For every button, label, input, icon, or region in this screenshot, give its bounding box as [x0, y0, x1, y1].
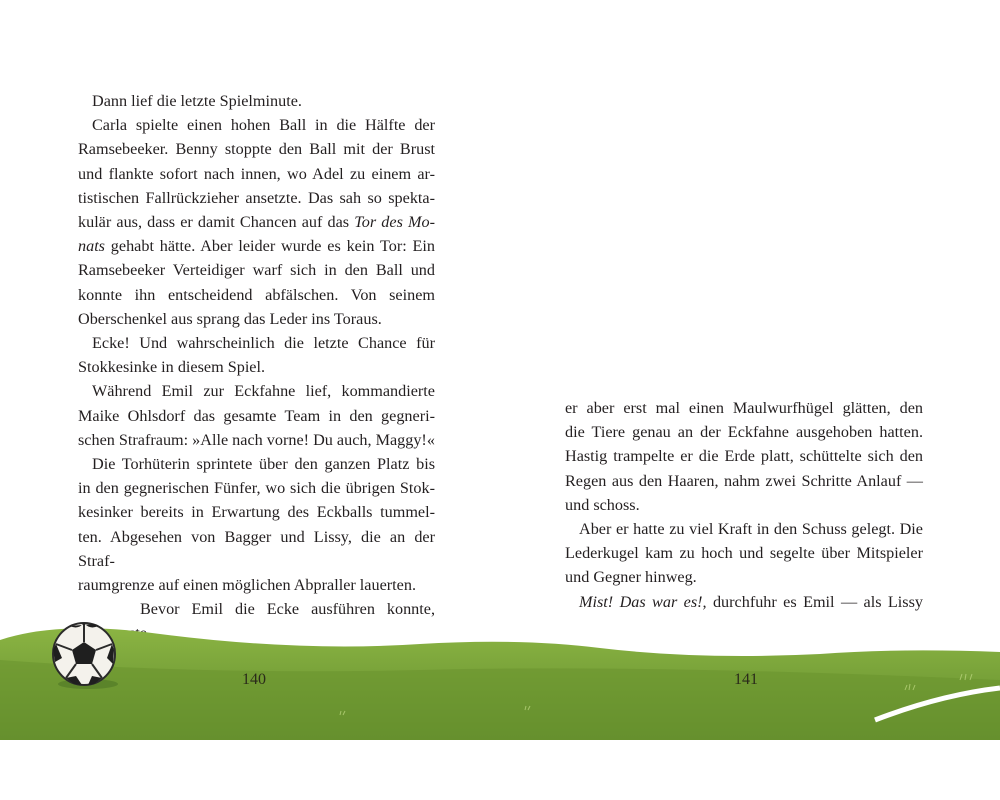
paragraph: [565, 396, 923, 517]
paragraph: [78, 331, 435, 379]
text-line: Ramsebeeker. Benny stoppte den Ball mit der Brust: [78, 140, 435, 159]
text-line: raumgrenze auf einen möglichen Abpraller lauerten.: [78, 576, 416, 595]
right-page-text: [565, 396, 923, 614]
text-line: Hastig trampelte er die Erde platt, schüttelte sich den: [565, 447, 923, 466]
text-line: und flankte sofort nach innen, wo Adel zu einem ar-: [78, 164, 435, 183]
paragraph: [78, 379, 435, 452]
paragraph: [78, 89, 435, 113]
text-line: in den gegnerischen Fünfer, wo sich die übrigen Stok-: [78, 479, 435, 498]
text-line: Aber er hatte zu viel Kraft in den Schuss gelegt. Die: [579, 520, 923, 539]
page-number-right: 141: [734, 671, 758, 688]
text-line: Dann lief die letzte Spielminute.: [92, 92, 302, 110]
text-line: Lederkugel kam zu hoch und segelte über Mitspieler: [565, 544, 923, 563]
text-line: ten. Abgesehen von Bagger und Lissy, die an der Straf-: [78, 527, 435, 570]
text-line: er aber erst mal einen Maulwurfhügel glätten, den: [565, 399, 923, 417]
paragraph: [78, 452, 435, 597]
soccer-ball-icon: [50, 620, 120, 690]
text-line: Ramsebeeker Verteidiger warf sich in den Ball und: [78, 261, 435, 280]
text-line: konnte ihn entscheidend abfälschen. Von seinem: [78, 285, 435, 304]
text-line: und schoss.: [565, 495, 640, 514]
text-line: Ecke! Und wahrscheinlich die letzte Chance für: [92, 334, 435, 353]
text-line: und Gegner hinweg.: [565, 568, 697, 587]
text-line: kulär aus, dass er damit Chancen auf das Tor des Mo-: [78, 213, 435, 232]
grass-field: [0, 600, 1000, 740]
text-line: schen Strafraum: »Alle nach vorne! Du auch, Maggy!«: [78, 430, 435, 449]
text-line: Die Torhüterin sprintete über den ganzen Platz bis: [92, 455, 435, 474]
text-line: die Tiere genau an der Eckfahne ausgehoben hatten.: [565, 423, 923, 442]
text-line: kesinker bereits in Erwartung des Eckballs tummel-: [78, 503, 435, 522]
page-number-left: 140: [242, 671, 266, 688]
text-line: Während Emil zur Eckfahne lief, kommandierte: [92, 382, 435, 401]
paragraph: [565, 517, 923, 590]
text-line: tistischen Fallrückzieher ansetzte. Das sah so spekta-: [78, 188, 435, 207]
text-line: Bevor Emil die Ecke ausführen konnte,: [140, 600, 435, 619]
text-line: Oberschenkel aus sprang das Leder ins Toraus.: [78, 309, 382, 328]
left-page-text: [78, 89, 435, 646]
text-line: nats gehabt hätte. Aber leider wurde es kein Tor: Ein: [78, 237, 435, 256]
text-line: Carla spielte einen hohen Ball in die Hälfte der: [92, 116, 435, 135]
paragraph: [78, 113, 435, 331]
text-line: Stokkesinke in diesem Spiel.: [78, 358, 266, 377]
text-line: Maike Ohlsdorf das gesamte Team in den gegneri-: [78, 406, 435, 425]
text-line: Mist! Das war es!, durchfuhr es Emil — als Lissy: [579, 592, 923, 611]
text-line: Regen aus den Haaren, nahm zwei Schritte Anlauf —: [565, 471, 923, 490]
